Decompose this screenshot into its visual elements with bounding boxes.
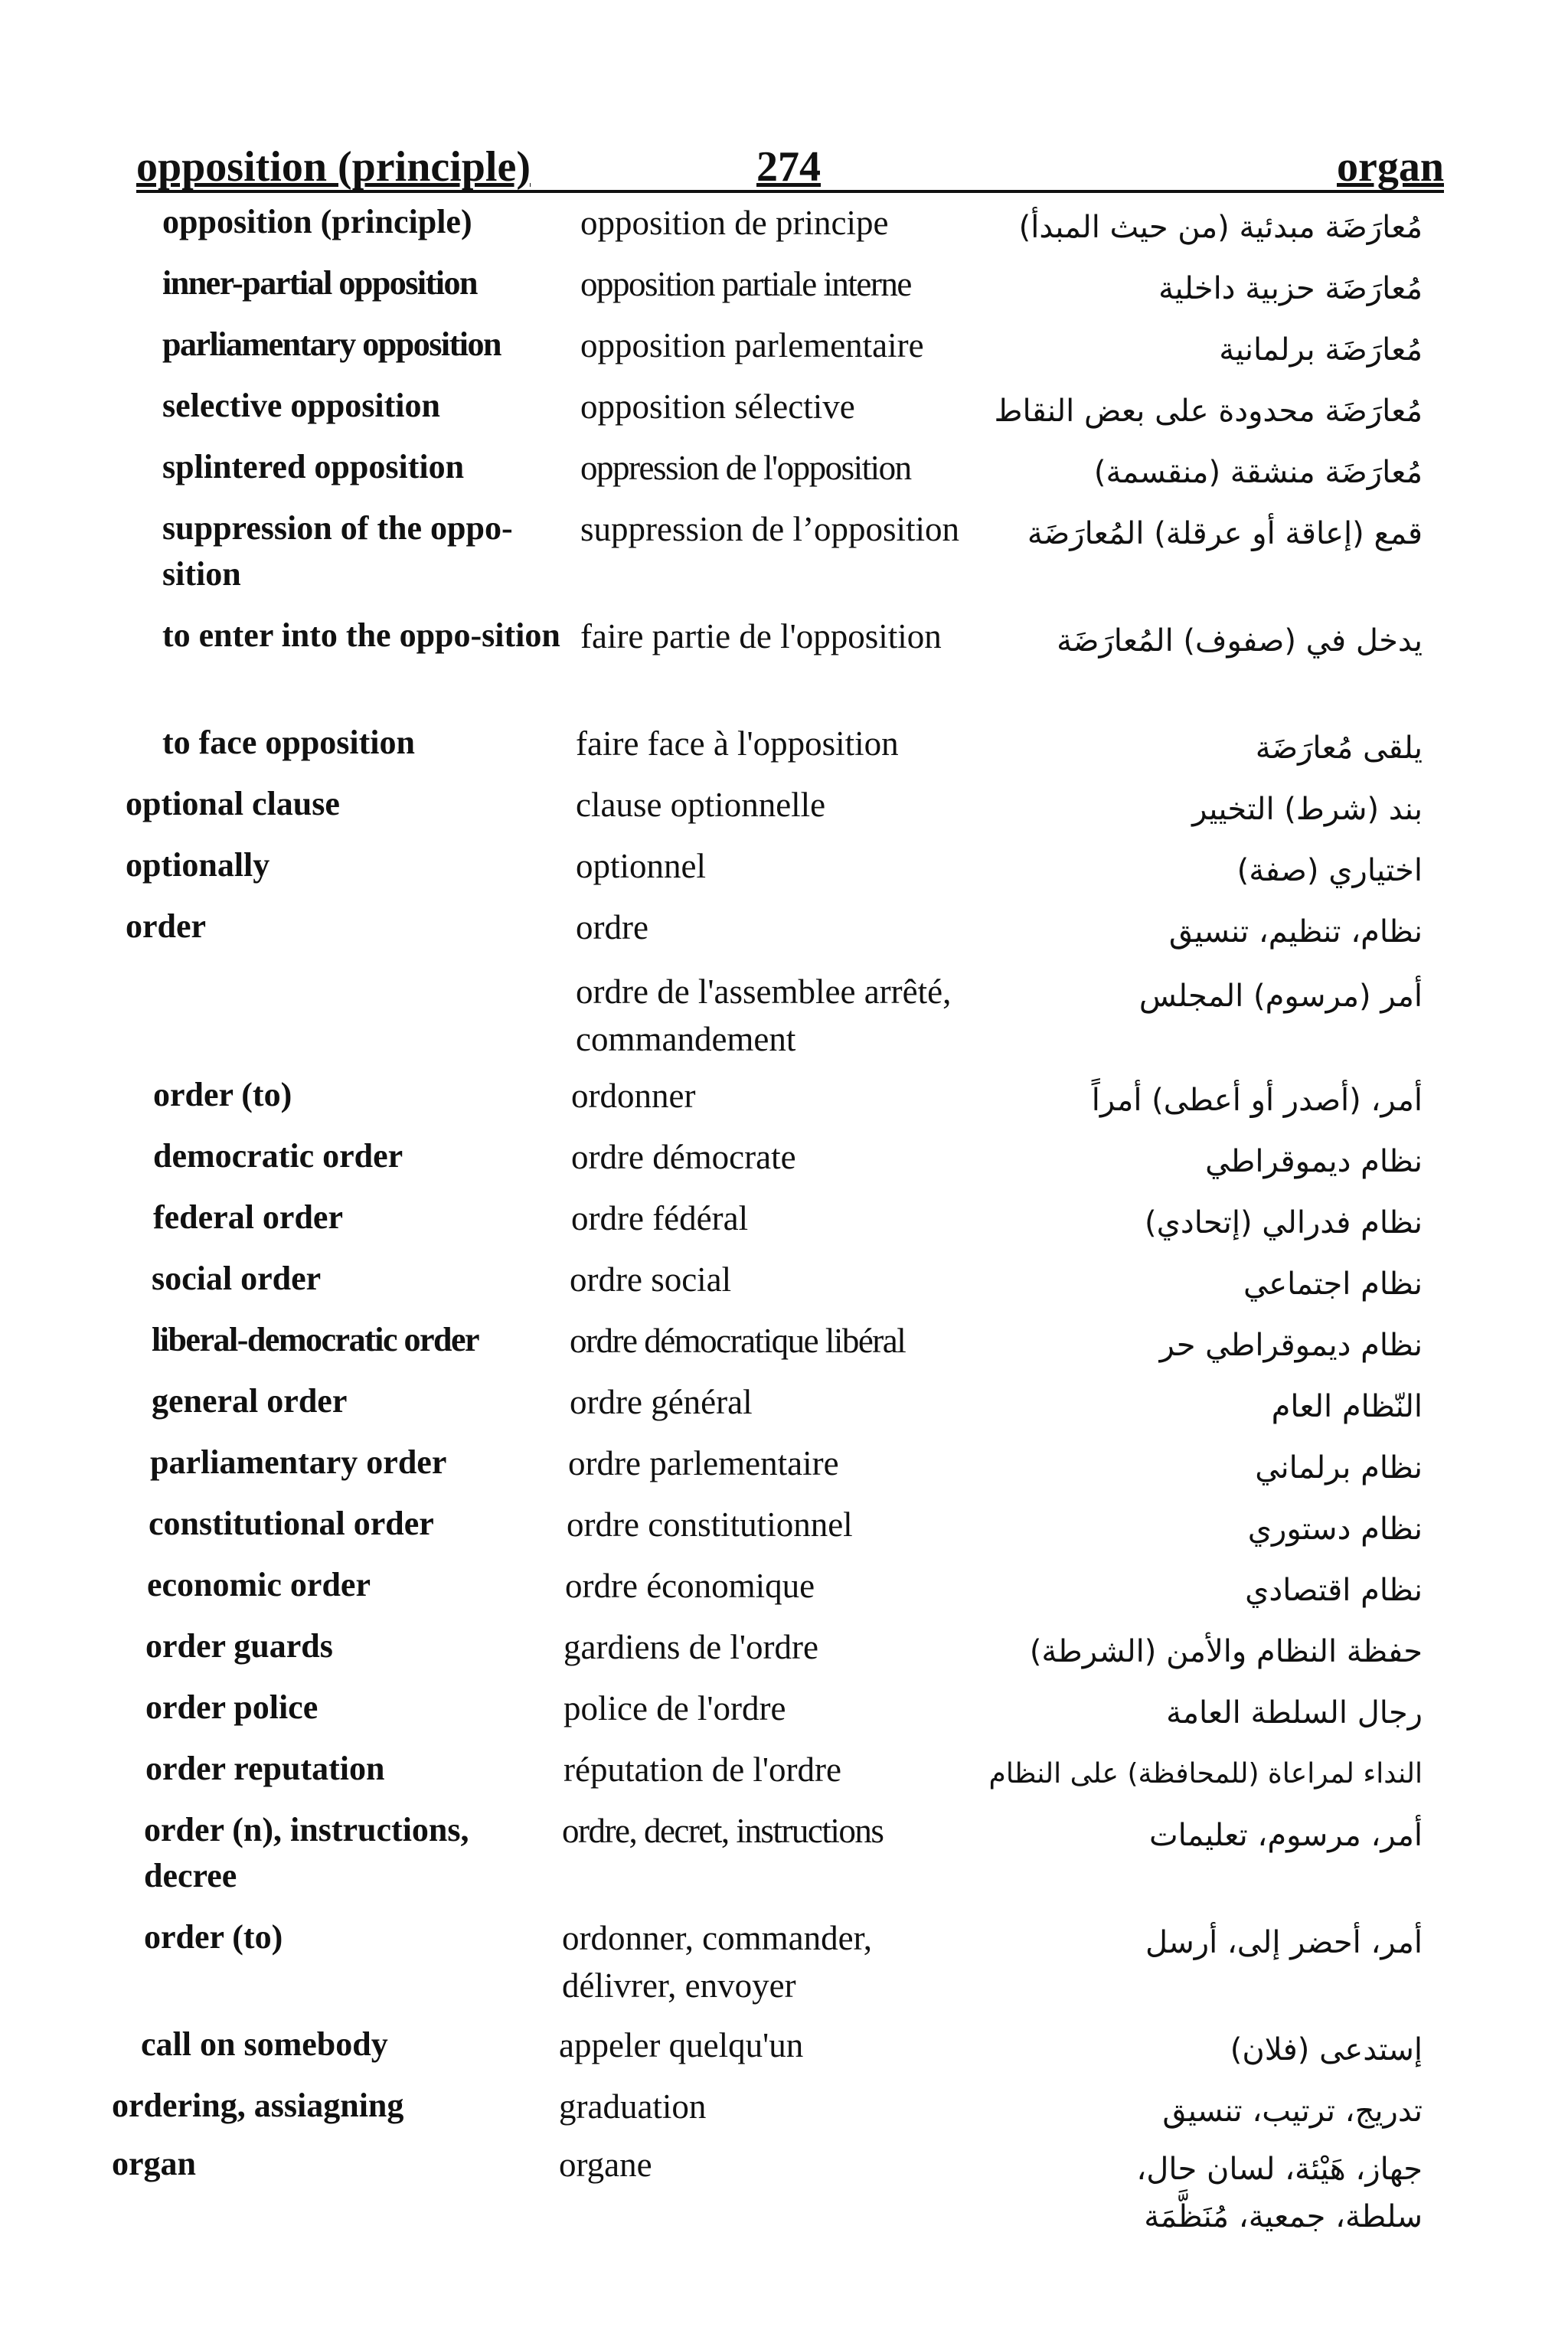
arabic-term: نظام دستوري: [1247, 1512, 1423, 1547]
arabic-term: تدريج، ترتيب، تنسيق: [1162, 2093, 1423, 2129]
arabic-term: أمر، (أصدر أو أعطى) أمراً: [1091, 1083, 1423, 1118]
french-term: ordre fédéral: [571, 1199, 749, 1237]
arabic-term: جهاز، هَيْئة، لسان حال، سلطة، جمعية، مُنَظَّمَة: [1136, 2152, 1423, 2234]
french-term: ordonner, commander, délivrer, envoyer: [562, 1919, 872, 2005]
french-term: opposition partiale interne: [580, 265, 911, 303]
arabic-term: مُعارَضَة برلمانية: [1219, 332, 1423, 368]
french-term: ordre de l'assemblee arrêté, commandement: [576, 972, 952, 1058]
header-first-entry: opposition (principle): [136, 143, 531, 191]
arabic-term: مُعارَضَة مبدئية (من حيث المبدأ): [1018, 210, 1423, 245]
french-term: ordre démocratique libéral: [570, 1322, 906, 1360]
english-term: order guards: [145, 1627, 333, 1665]
french-term: police de l'ordre: [564, 1689, 786, 1727]
english-term: to enter into the oppo-sition: [162, 616, 560, 654]
arabic-term: بند (شرط) التخيير: [1192, 792, 1423, 827]
arabic-term: حفظة النظام والأمن (الشرطة): [1029, 1634, 1423, 1669]
arabic-term: مُعارَضَة منشقة (منقسمة): [1093, 455, 1423, 490]
arabic-term: أمر، أحضر إلى، أرسل: [1145, 1925, 1423, 1960]
english-term: economic order: [147, 1566, 371, 1603]
french-term: oppression de l'opposition: [580, 449, 911, 487]
french-term: opposition de principe: [580, 204, 889, 242]
french-term: réputation de l'ordre: [564, 1750, 841, 1789]
english-term: general order: [152, 1382, 348, 1420]
french-term: ordre, decret, instructions: [562, 1812, 884, 1850]
english-term: order (to): [153, 1076, 292, 1113]
english-term: parliamentary opposition: [162, 325, 501, 363]
english-term: suppression of the oppo-sition: [162, 509, 513, 593]
french-term: ordre démocrate: [571, 1138, 796, 1176]
arabic-term: مُعارَضَة محدودة على بعض النقاط: [994, 394, 1423, 429]
arabic-term: إستدعى (فلان): [1230, 2032, 1423, 2067]
english-term: splintered opposition: [162, 448, 465, 485]
arabic-term: يدخل في (صفوف) المُعارَضَة: [1057, 623, 1423, 659]
english-term: order (n), instructions, decree: [144, 1811, 469, 1894]
english-term: constitutional order: [149, 1505, 434, 1542]
english-term: parliamentary order: [150, 1443, 447, 1481]
french-term: ordre: [576, 908, 648, 946]
english-term: order (to): [144, 1918, 283, 1956]
english-term: inner-partial opposition: [162, 264, 477, 302]
english-term: opposition (principle): [162, 203, 472, 240]
english-term: order reputation: [145, 1750, 385, 1787]
french-term: ordre social: [570, 1260, 732, 1299]
english-term: selective opposition: [162, 387, 440, 424]
arabic-term: مُعارَضَة حزبية داخلية: [1158, 271, 1423, 306]
english-term: democratic order: [153, 1137, 403, 1175]
english-term: to face opposition: [162, 724, 415, 761]
english-term: ordering, assiagning: [112, 2087, 404, 2124]
english-term: liberal-democratic order: [152, 1321, 479, 1358]
french-term: ordre constitutionnel: [567, 1505, 853, 1544]
arabic-term: النّظام العام: [1271, 1389, 1423, 1424]
french-term: graduation: [559, 2087, 707, 2126]
english-term: optionally: [126, 846, 270, 884]
arabic-term: قمع (إعاقة أو عرقلة) المُعارَضَة: [1027, 516, 1423, 551]
french-term: ordre parlementaire: [568, 1444, 839, 1482]
french-term: ordre général: [570, 1383, 753, 1421]
arabic-term: نظام ديموقراطي: [1205, 1144, 1423, 1179]
french-term: appeler quelqu'un: [559, 2026, 804, 2064]
french-term: ordre économique: [565, 1567, 815, 1605]
arabic-term: اختياري (صفة): [1236, 853, 1423, 888]
french-term: faire partie de l'opposition: [580, 617, 942, 655]
arabic-term: نظام برلماني: [1255, 1450, 1423, 1486]
english-term: order police: [145, 1688, 318, 1726]
arabic-term: نظام اجتماعي: [1243, 1267, 1423, 1302]
arabic-term: النداء لمراعاة (للمحافظة) على النظام: [988, 1758, 1423, 1790]
arabic-term: أمر (مرسوم) المجلس: [1138, 979, 1423, 1014]
french-term: organe: [559, 2146, 652, 2184]
arabic-term: يلقى مُعارَضَة: [1255, 731, 1423, 766]
english-term: federal order: [153, 1198, 343, 1236]
french-term: gardiens de l'ordre: [564, 1628, 818, 1666]
french-term: opposition parlementaire: [580, 326, 924, 364]
arabic-term: نظام فدرالي (إتحادي): [1145, 1205, 1423, 1240]
french-term: faire face à l'opposition: [576, 724, 899, 763]
french-term: clause optionnelle: [576, 786, 826, 824]
arabic-term: نظام اقتصادي: [1245, 1573, 1423, 1608]
arabic-term: أمر، مرسوم، تعليمات: [1148, 1818, 1423, 1853]
french-term: opposition sélective: [580, 387, 855, 426]
page-number: 274: [756, 143, 821, 191]
english-term: call on somebody: [141, 2025, 388, 2063]
english-term: order: [126, 907, 207, 945]
arabic-term: نظام، تنظيم، تنسيق: [1168, 914, 1423, 950]
french-term: optionnel: [576, 847, 706, 885]
arabic-term: نظام ديموقراطي حر: [1159, 1328, 1423, 1363]
header-last-entry: organ: [1337, 143, 1444, 191]
arabic-term: رجال السلطة العامة: [1166, 1695, 1423, 1731]
english-term: social order: [152, 1260, 322, 1297]
french-term: suppression de l’opposition: [580, 510, 959, 548]
page-header: [136, 129, 1444, 193]
english-term: organ: [112, 2145, 196, 2182]
french-term: ordonner: [571, 1077, 696, 1115]
english-term: optional clause: [126, 785, 340, 822]
